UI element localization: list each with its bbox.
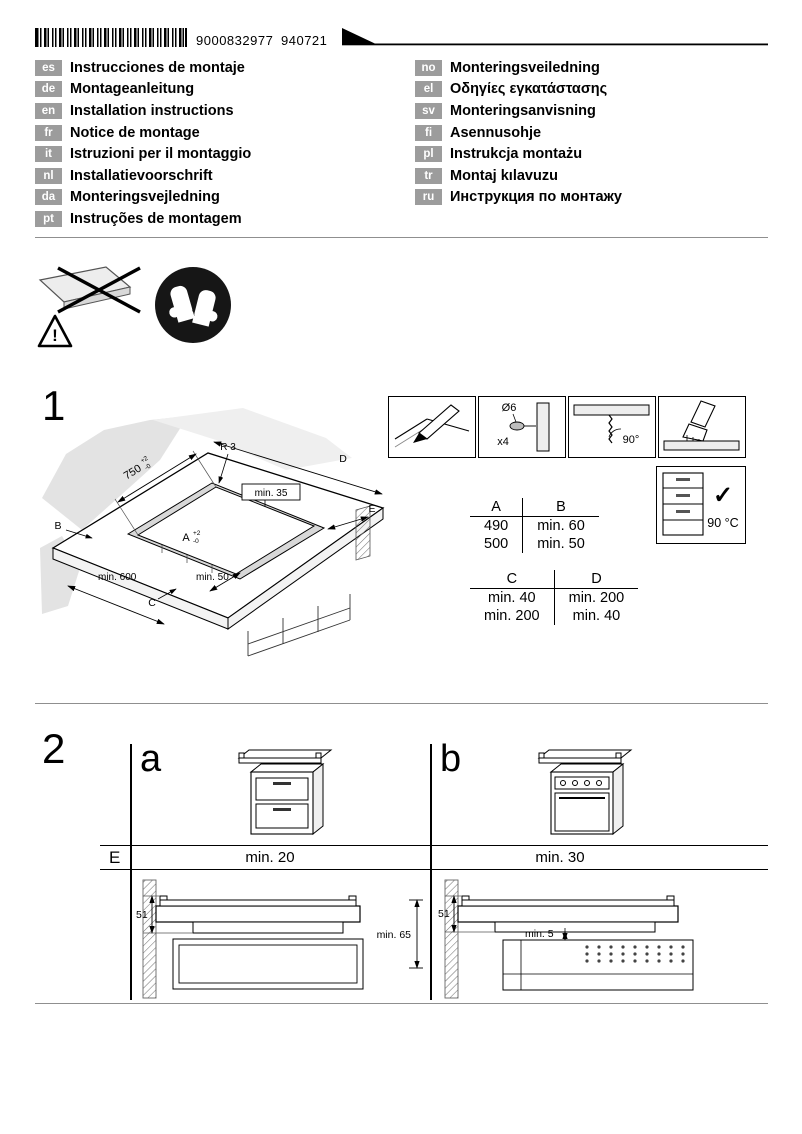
language-row bbox=[415, 187, 622, 209]
jigsaw-blade-icon bbox=[569, 397, 654, 456]
temperature-label: 90 °C bbox=[707, 516, 739, 530]
language-code-badge: el bbox=[415, 81, 442, 97]
language-title: Montageanleitung bbox=[70, 81, 195, 98]
drill-quantity-label: x4 bbox=[497, 436, 509, 448]
language-title: Istruzioni per il montaggio bbox=[70, 146, 252, 163]
language-row bbox=[35, 79, 251, 101]
saw-cutout-step bbox=[568, 396, 656, 458]
hob-over-oven-icon bbox=[525, 742, 635, 842]
checkmark: ✓ bbox=[712, 482, 734, 509]
language-code-badge: pl bbox=[415, 146, 442, 162]
e-row-line bbox=[100, 845, 768, 846]
pencil-marking-icon bbox=[389, 397, 474, 456]
language-code-badge: sv bbox=[415, 103, 442, 119]
table-a-b bbox=[470, 498, 599, 553]
revision-number: 940721 bbox=[281, 33, 328, 48]
language-row bbox=[415, 79, 622, 101]
language-code-badge: no bbox=[415, 60, 442, 76]
label-a-tol-top: +2 bbox=[193, 530, 201, 537]
table-cell: min. 200 bbox=[484, 608, 540, 624]
language-row bbox=[415, 143, 622, 165]
label-a: A bbox=[182, 532, 190, 544]
brush-sealing-icon bbox=[659, 397, 744, 456]
mark-cutout-step bbox=[388, 396, 476, 458]
dim-750-tol-bot: -0 bbox=[143, 462, 153, 472]
e-row-label: E bbox=[109, 848, 121, 867]
language-title: Monteringsanvisning bbox=[450, 102, 596, 119]
table-cell: min. 50 bbox=[523, 535, 599, 553]
min-600-label: min. 600 bbox=[98, 572, 137, 583]
language-code-badge: tr bbox=[415, 168, 442, 184]
step-2-number: 2 bbox=[42, 725, 66, 772]
sharp-edge-warning-icon bbox=[32, 260, 152, 352]
e-row-line bbox=[100, 869, 768, 870]
radius-label: R 3 bbox=[220, 442, 236, 453]
table-header: D bbox=[554, 570, 638, 589]
table-header: B bbox=[523, 498, 599, 517]
language-row bbox=[415, 100, 622, 122]
cabinet-90c-icon bbox=[657, 467, 744, 542]
label-d: D bbox=[339, 453, 347, 465]
detail-steps bbox=[388, 396, 746, 458]
step-1-number: 1 bbox=[42, 382, 66, 429]
language-title: Οδηγίες εγκατάστασης bbox=[450, 81, 608, 98]
seal-edges-step bbox=[658, 396, 746, 458]
clearance-b-value: min. 30 bbox=[535, 849, 585, 866]
language-row bbox=[35, 208, 251, 230]
table-cell: 490 bbox=[484, 518, 509, 534]
language-code-badge: fi bbox=[415, 125, 442, 141]
dim-750-tol-top: +2 bbox=[139, 455, 150, 465]
language-code-badge: da bbox=[35, 189, 62, 205]
table-c-d bbox=[470, 570, 638, 625]
language-row bbox=[35, 165, 251, 187]
hob-over-drawers-icon bbox=[225, 742, 335, 842]
language-title: Instrucciones de montaje bbox=[70, 59, 245, 76]
language-list-right bbox=[415, 57, 622, 208]
language-code-badge: en bbox=[35, 103, 62, 119]
min-50-label: min. 50 bbox=[196, 572, 229, 583]
language-row bbox=[35, 57, 251, 79]
cutout-isometric-drawing bbox=[38, 398, 388, 663]
table-cell: min. 200 bbox=[554, 589, 638, 608]
table-row bbox=[470, 517, 599, 536]
language-code-badge: ru bbox=[415, 189, 442, 205]
label-c: C bbox=[148, 597, 156, 609]
dim-51-a: 51 bbox=[136, 909, 148, 921]
temperature-resistance-note bbox=[656, 466, 746, 544]
dim-750-label: 750 bbox=[121, 462, 144, 483]
variant-b-label: b bbox=[440, 738, 462, 780]
dim-51-b: 51 bbox=[438, 908, 450, 920]
table-row bbox=[470, 589, 638, 608]
language-code-badge: pt bbox=[35, 211, 62, 227]
table-cell: min. 40 bbox=[554, 607, 638, 625]
dim-min65-a: min. 65 bbox=[376, 929, 411, 941]
language-code-badge: es bbox=[35, 60, 62, 76]
label-a-tol-bot: -0 bbox=[193, 538, 199, 545]
cross-section-a bbox=[135, 876, 425, 1001]
column-divider bbox=[130, 744, 132, 1000]
language-row bbox=[35, 187, 251, 209]
cross-section-b bbox=[437, 876, 737, 1001]
corner-mark bbox=[340, 28, 770, 48]
table-cell: min. 60 bbox=[523, 517, 599, 536]
table-row bbox=[470, 535, 599, 553]
label-b: B bbox=[54, 520, 62, 532]
clearance-a-value: min. 20 bbox=[245, 849, 295, 866]
table-cell: min. 40 bbox=[488, 590, 536, 606]
language-title: Installation instructions bbox=[70, 102, 234, 119]
drill-hole-icon bbox=[479, 397, 564, 456]
language-title: Instruções de montagem bbox=[70, 210, 242, 227]
language-code-badge: it bbox=[35, 146, 62, 162]
label-e: E bbox=[368, 503, 376, 515]
language-code-badge: fr bbox=[35, 125, 62, 141]
language-row bbox=[35, 143, 251, 165]
saw-angle-label: 90° bbox=[622, 434, 640, 446]
language-title: Notice de montage bbox=[70, 124, 200, 141]
table-row bbox=[470, 607, 638, 625]
language-title: Monteringsveiledning bbox=[450, 59, 600, 76]
language-row bbox=[415, 122, 622, 144]
variant-a-label: a bbox=[140, 738, 162, 780]
dim-min5-b: min. 5 bbox=[525, 928, 554, 940]
language-row bbox=[35, 122, 251, 144]
divider bbox=[35, 703, 768, 704]
barcode bbox=[35, 28, 187, 47]
divider bbox=[35, 1003, 768, 1004]
language-title: Monteringsvejledning bbox=[70, 189, 220, 206]
table-header: A bbox=[470, 498, 523, 517]
language-list-left bbox=[35, 57, 251, 230]
language-title: Instrukcja montażu bbox=[450, 146, 583, 163]
language-title: Asennusohje bbox=[450, 124, 542, 141]
language-row bbox=[415, 165, 622, 187]
drill-holes-step bbox=[478, 396, 566, 458]
document-number: 9000832977 bbox=[196, 33, 274, 48]
language-row bbox=[35, 100, 251, 122]
column-divider bbox=[430, 744, 432, 1000]
svg-text:!: ! bbox=[52, 326, 58, 345]
gloves-mandatory-icon bbox=[152, 264, 234, 346]
drill-diameter-label: Ø6 bbox=[501, 402, 517, 414]
language-row bbox=[415, 57, 622, 79]
min-35-label: min. 35 bbox=[254, 488, 288, 499]
language-code-badge: nl bbox=[35, 168, 62, 184]
table-cell: 500 bbox=[484, 536, 509, 552]
language-title: Montaj kılavuzu bbox=[450, 167, 558, 184]
language-title: Installatievoorschrift bbox=[70, 167, 213, 184]
table-header: C bbox=[470, 570, 554, 589]
language-code-badge: de bbox=[35, 81, 62, 97]
language-title: Инструкция по монтажу bbox=[450, 189, 622, 206]
divider bbox=[35, 237, 768, 238]
